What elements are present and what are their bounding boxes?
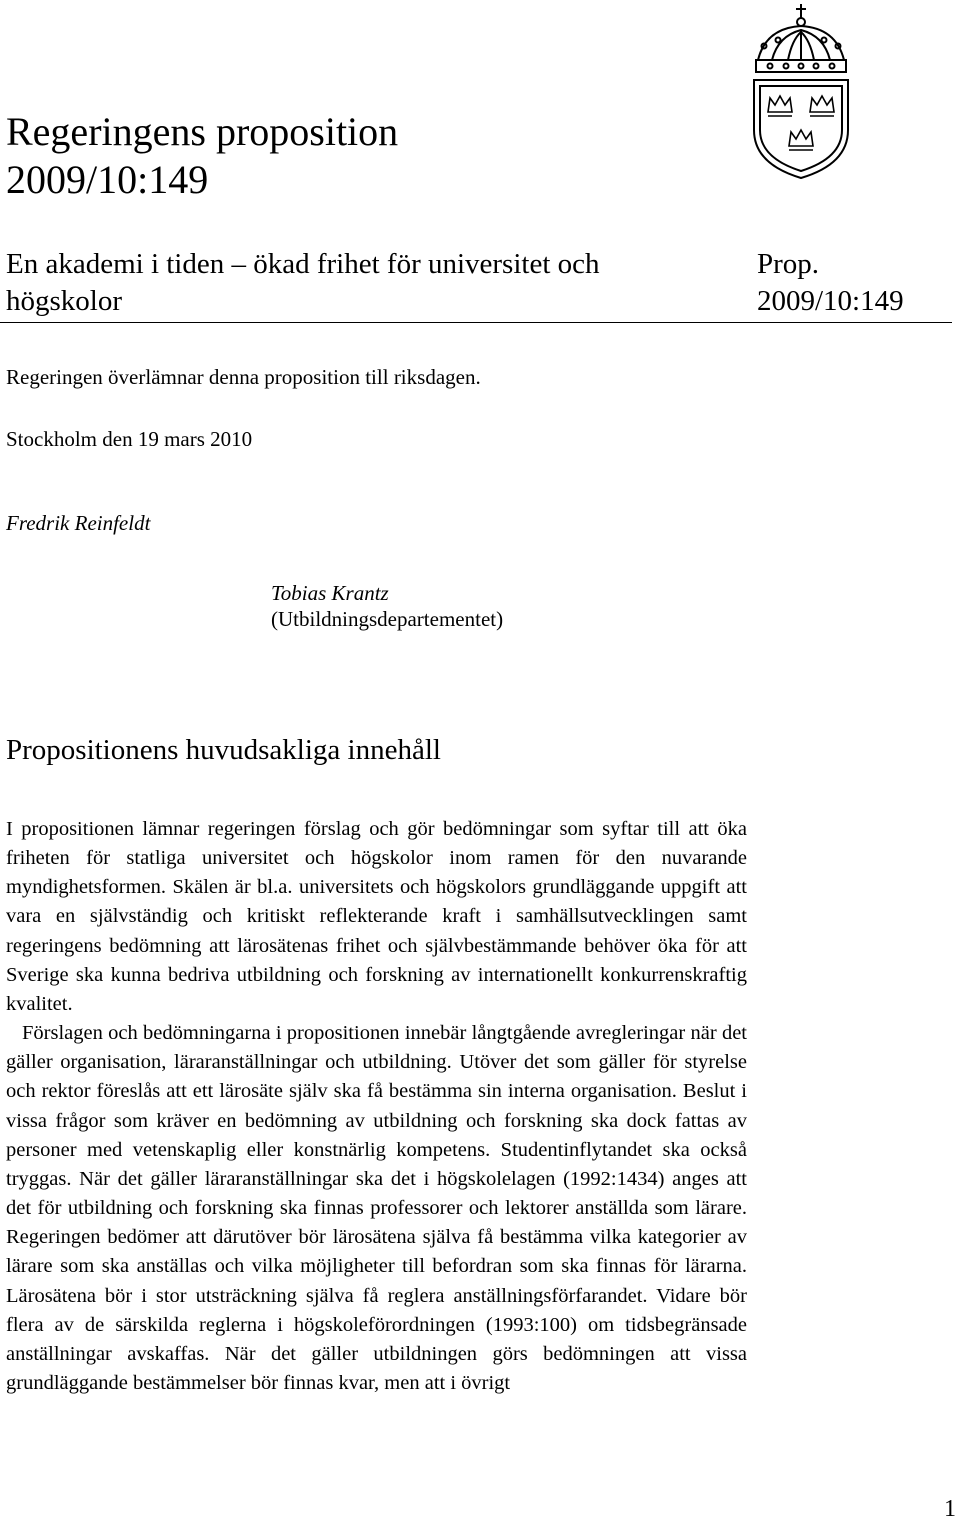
body-paragraph-2: Förslagen och bedömningarna i propositionen innebär långtgående avregleringar när det gäller organisation, läraranställningar och utbildning. Utöver det som gäller för styrelse och rektor föreslås att ett lärosäte själv ska få bestämma sin interna organisation. Beslut i vissa frågor som kräver en bedömning av utbildning och forskning ska dock fattas av personer med vetenskaplig eller konstnärlig kompetens. Studentinflytandet ska också tryggas. När det gäller läraranställningar ska det i högskolelagen (1992:1434) anges att det för utbildning och forskning ska finnas professorer och lektorer anställda som lärare. Regeringen bedömer att därutöver bör lärosätena själva få bestämma vilka kategorier av lärare som ska anställas och vilka möjligheter till befordran som ska finnas för lärarna. Lärosätena bör i stor utsträckning själva få reglera anställningsförfarandet. Vidare bör flera av de särskilda reglerna i högskoleförordningen (1993:100) om tidsbegränsade anställningar avskaffas. När det gäller utbildningen görs bedömningen att vissa grundläggande bestämmelser bör finnas kvar, men att i övrigt	[6, 1022, 747, 1394]
subtitle-line-1: En akademi i tiden – ökad frihet för universitet och	[6, 248, 600, 280]
signatory-minister: Tobias Krantz	[271, 581, 389, 605]
section-heading: Propositionens huvudsakliga innehåll	[6, 734, 441, 766]
signatory-department: (Utbildningsdepartementet)	[271, 607, 504, 631]
prop-ref-line-2: 2009/10:149	[757, 285, 904, 317]
document-title-line-2: 2009/10:149	[6, 157, 209, 202]
subtitle-line-2: högskolor	[6, 285, 122, 317]
document-title-line-1: Regeringens proposition	[6, 109, 399, 154]
signatory-prime-minister: Fredrik Reinfeldt	[6, 511, 151, 535]
prop-ref-line-1: Prop.	[757, 248, 820, 280]
transmittal-text: Regeringen överlämnar denna proposition till riksdagen.	[6, 365, 481, 389]
body-paragraph-1: I propositionen lämnar regeringen förslag och gör bedömningar som syftar till att öka friheten för statliga universitet och högskolor inom ramen för den nuvarande myndighetsformen. Skälen är bl.a. universitets och högskolors grundläggande uppgift att vara en självständig och kritiskt reflekterande kraft i samhällsutvecklingen samt regeringens bedömning att lärosätenas frihet och självbestämmande behöver öka för att Sverige ska kunna bedriva utbildning och forskning av internationellt konkurrenskraftig kvalitet.	[6, 818, 747, 1015]
body-text	[6, 815, 747, 1398]
coat-of-arms-icon	[748, 0, 860, 182]
place-and-date: Stockholm den 19 mars 2010	[6, 427, 253, 451]
document-title	[6, 108, 566, 204]
document-subtitle	[6, 246, 726, 320]
page-number: 1	[944, 1496, 956, 1522]
proposition-reference	[757, 246, 947, 320]
header-divider	[0, 322, 952, 323]
